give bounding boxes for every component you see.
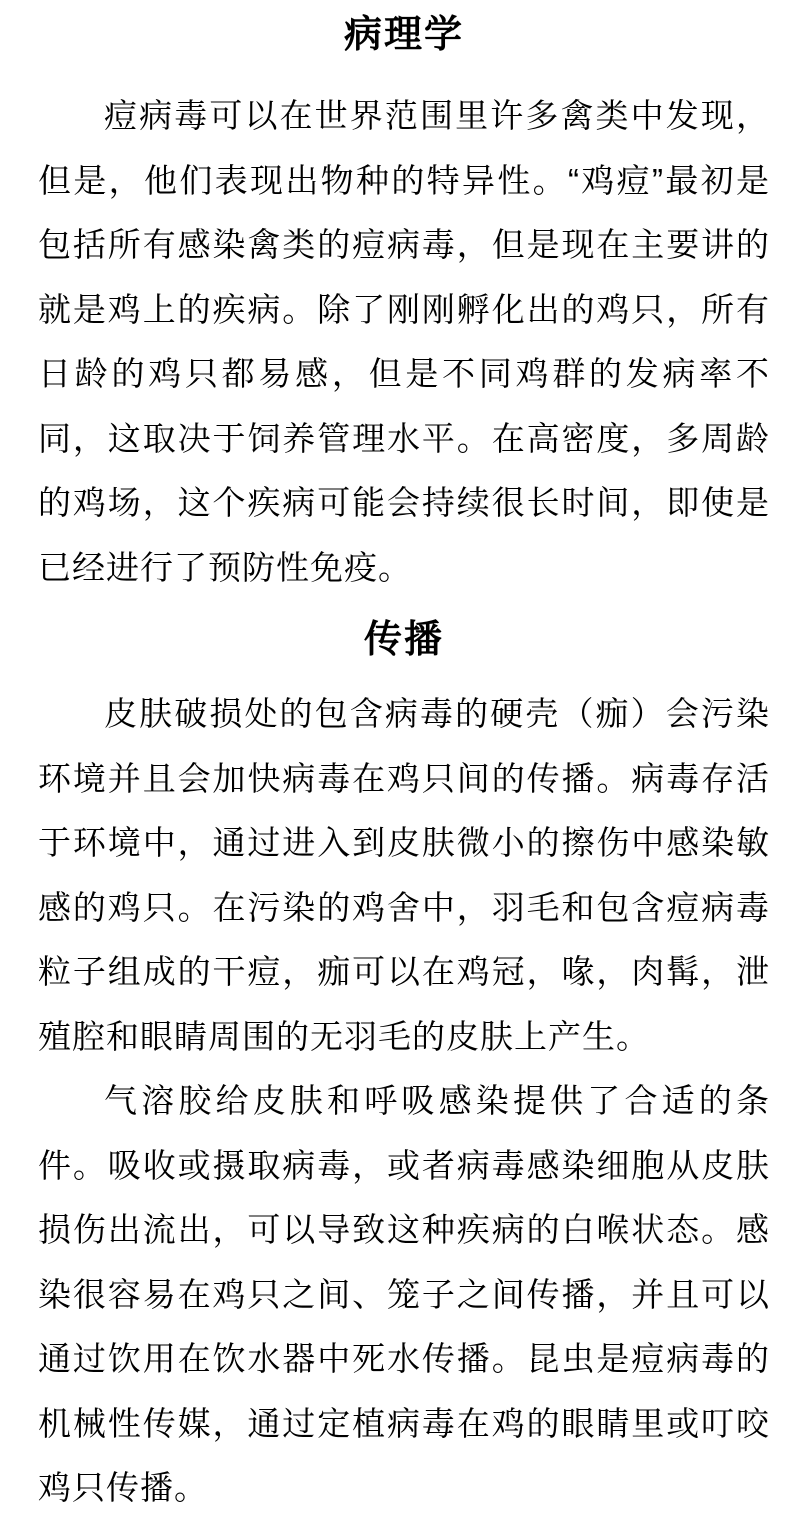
section-transmission	[38, 612, 770, 1521]
paragraph-transmission-aerosol: 气溶胶给皮肤和呼吸感染提供了合适的条件。吸收或摄取病毒，或者病毒感染细胞从皮肤损伤出流出，可以导致这种疾病的白喉状态。感染很容易在鸡只之间、笼子之间传播，并且可以通过饮用在饮水器中死水传播。昆虫是痘病毒的机械性传媒，通过定植病毒在鸡的眼睛里或叮咬鸡只传播。	[38, 1082, 770, 1506]
heading-transmission: 传播	[363, 619, 444, 661]
paragraph-pathology-overview: 痘病毒可以在世界范围里许多禽类中发现，但是，他们表现出物种的特异性。“鸡痘”最初是包括所有感染禽类的痘病毒，但是现在主要讲的就是鸡上的疾病。除了刚刚孵化出的鸡只，所有日龄的鸡只都易感，但是不同鸡群的发病率不同，这取决于饲养管理水平。在高密度，多周龄的鸡场，这个疾病可能会持续很长时间，即使是已经进行了预防性免疫。	[38, 97, 770, 586]
paragraph-transmission-scabs: 皮肤破损处的包含病毒的硬壳（痂）会污染环境并且会加快病毒在鸡只间的传播。病毒存活于环境中，通过进入到皮肤微小的擦伤中感染敏感的鸡只。在污染的鸡舍中，羽毛和包含痘病毒粒子组成的干痘，痂可以在鸡冠，喙，肉髯，泄殖腔和眼睛周围的无羽毛的皮肤上产生。	[38, 695, 770, 1055]
section-pathology	[38, 6, 770, 600]
heading-pathology: 病理学	[343, 14, 464, 56]
